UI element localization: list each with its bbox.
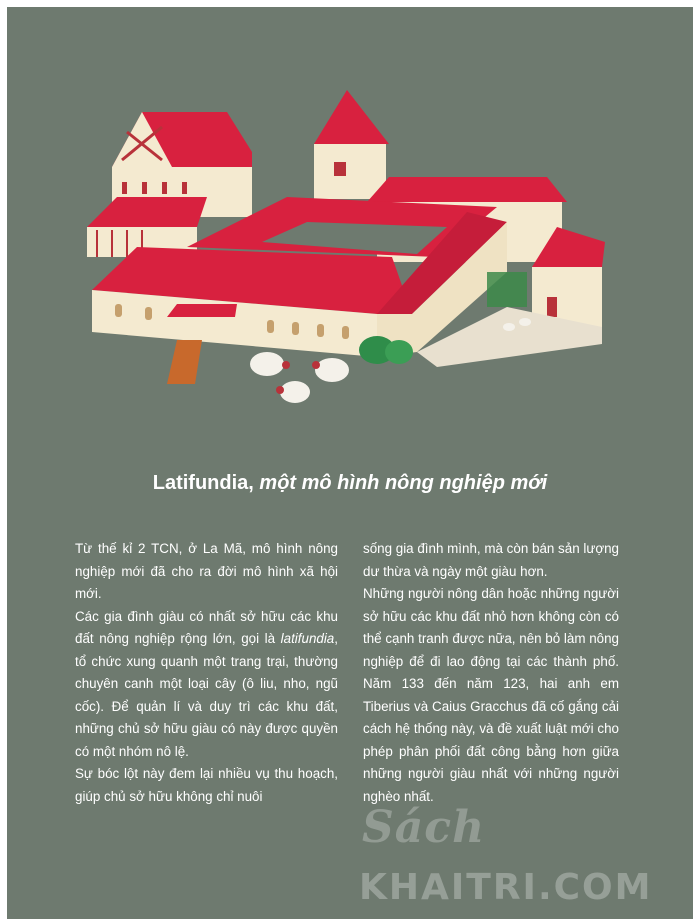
paragraph: Những người nông dân hoặc những người sở hữu các khu đất nhỏ hơn không còn có thể cạnh tranh được nữa, nên bỏ làm nông nghiệp để đi lao động tại các thành phố. Năm 133 đến năm 123, hai anh em Tiberius và Caius Gracchus đã cố gắng cải cách hệ thống này, và đề xuất luật mới cho phép phân phối đất công bằng hơn giữa những người giàu nhất với những người nghèo nhất. xyxy=(363,586,620,804)
portico-roof xyxy=(87,197,207,227)
stairs xyxy=(167,340,202,384)
text-column-right xyxy=(363,538,619,808)
watermark-logo: KHAITRI.COM xyxy=(359,867,653,908)
sheep xyxy=(250,352,349,403)
text-column-left xyxy=(75,538,338,808)
page-title xyxy=(7,470,693,496)
paragraph: Sự bóc lột này đem lại nhiều vụ thu hoạch, giúp chủ sở hữu không chỉ nuôi xyxy=(75,766,338,804)
watermark-script: Sách xyxy=(362,802,486,853)
tower-roof xyxy=(314,90,389,144)
latifundia-farm-illustration xyxy=(77,82,617,412)
title-lead: Latifundia, xyxy=(152,472,254,494)
entrance-roof xyxy=(167,304,237,317)
book-page xyxy=(7,7,693,919)
right-building-roof xyxy=(367,177,567,202)
paragraph: Từ thế kỉ 2 TCN, ở La Mã, mô hình nông nghiệp mới đã cho ra đời mô hình xã hội mới. xyxy=(75,541,338,601)
term-latifundia: latifundia xyxy=(280,631,335,646)
paragraph: Các gia đình giàu có nhất sở hữu các khu đất nông nghiệp rộng lớn, gọi là latifundia, tổ chức xung quanh một trang trại, thường chuyên canh một loại cây (ô liu, nho, ngũ cốc). Để quản lí và duy trì các khu đất, những chủ sở hữu giàu có này được quyền có một nhóm nô lệ. xyxy=(75,608,338,759)
tower-wall xyxy=(314,144,386,199)
paragraph: sống gia đình mình, mà còn bán sản lượng dư thừa và ngày một giàu hơn. xyxy=(363,541,619,579)
title-italic: một mô hình nông nghiệp mới xyxy=(259,472,548,494)
vineyard xyxy=(487,272,527,307)
